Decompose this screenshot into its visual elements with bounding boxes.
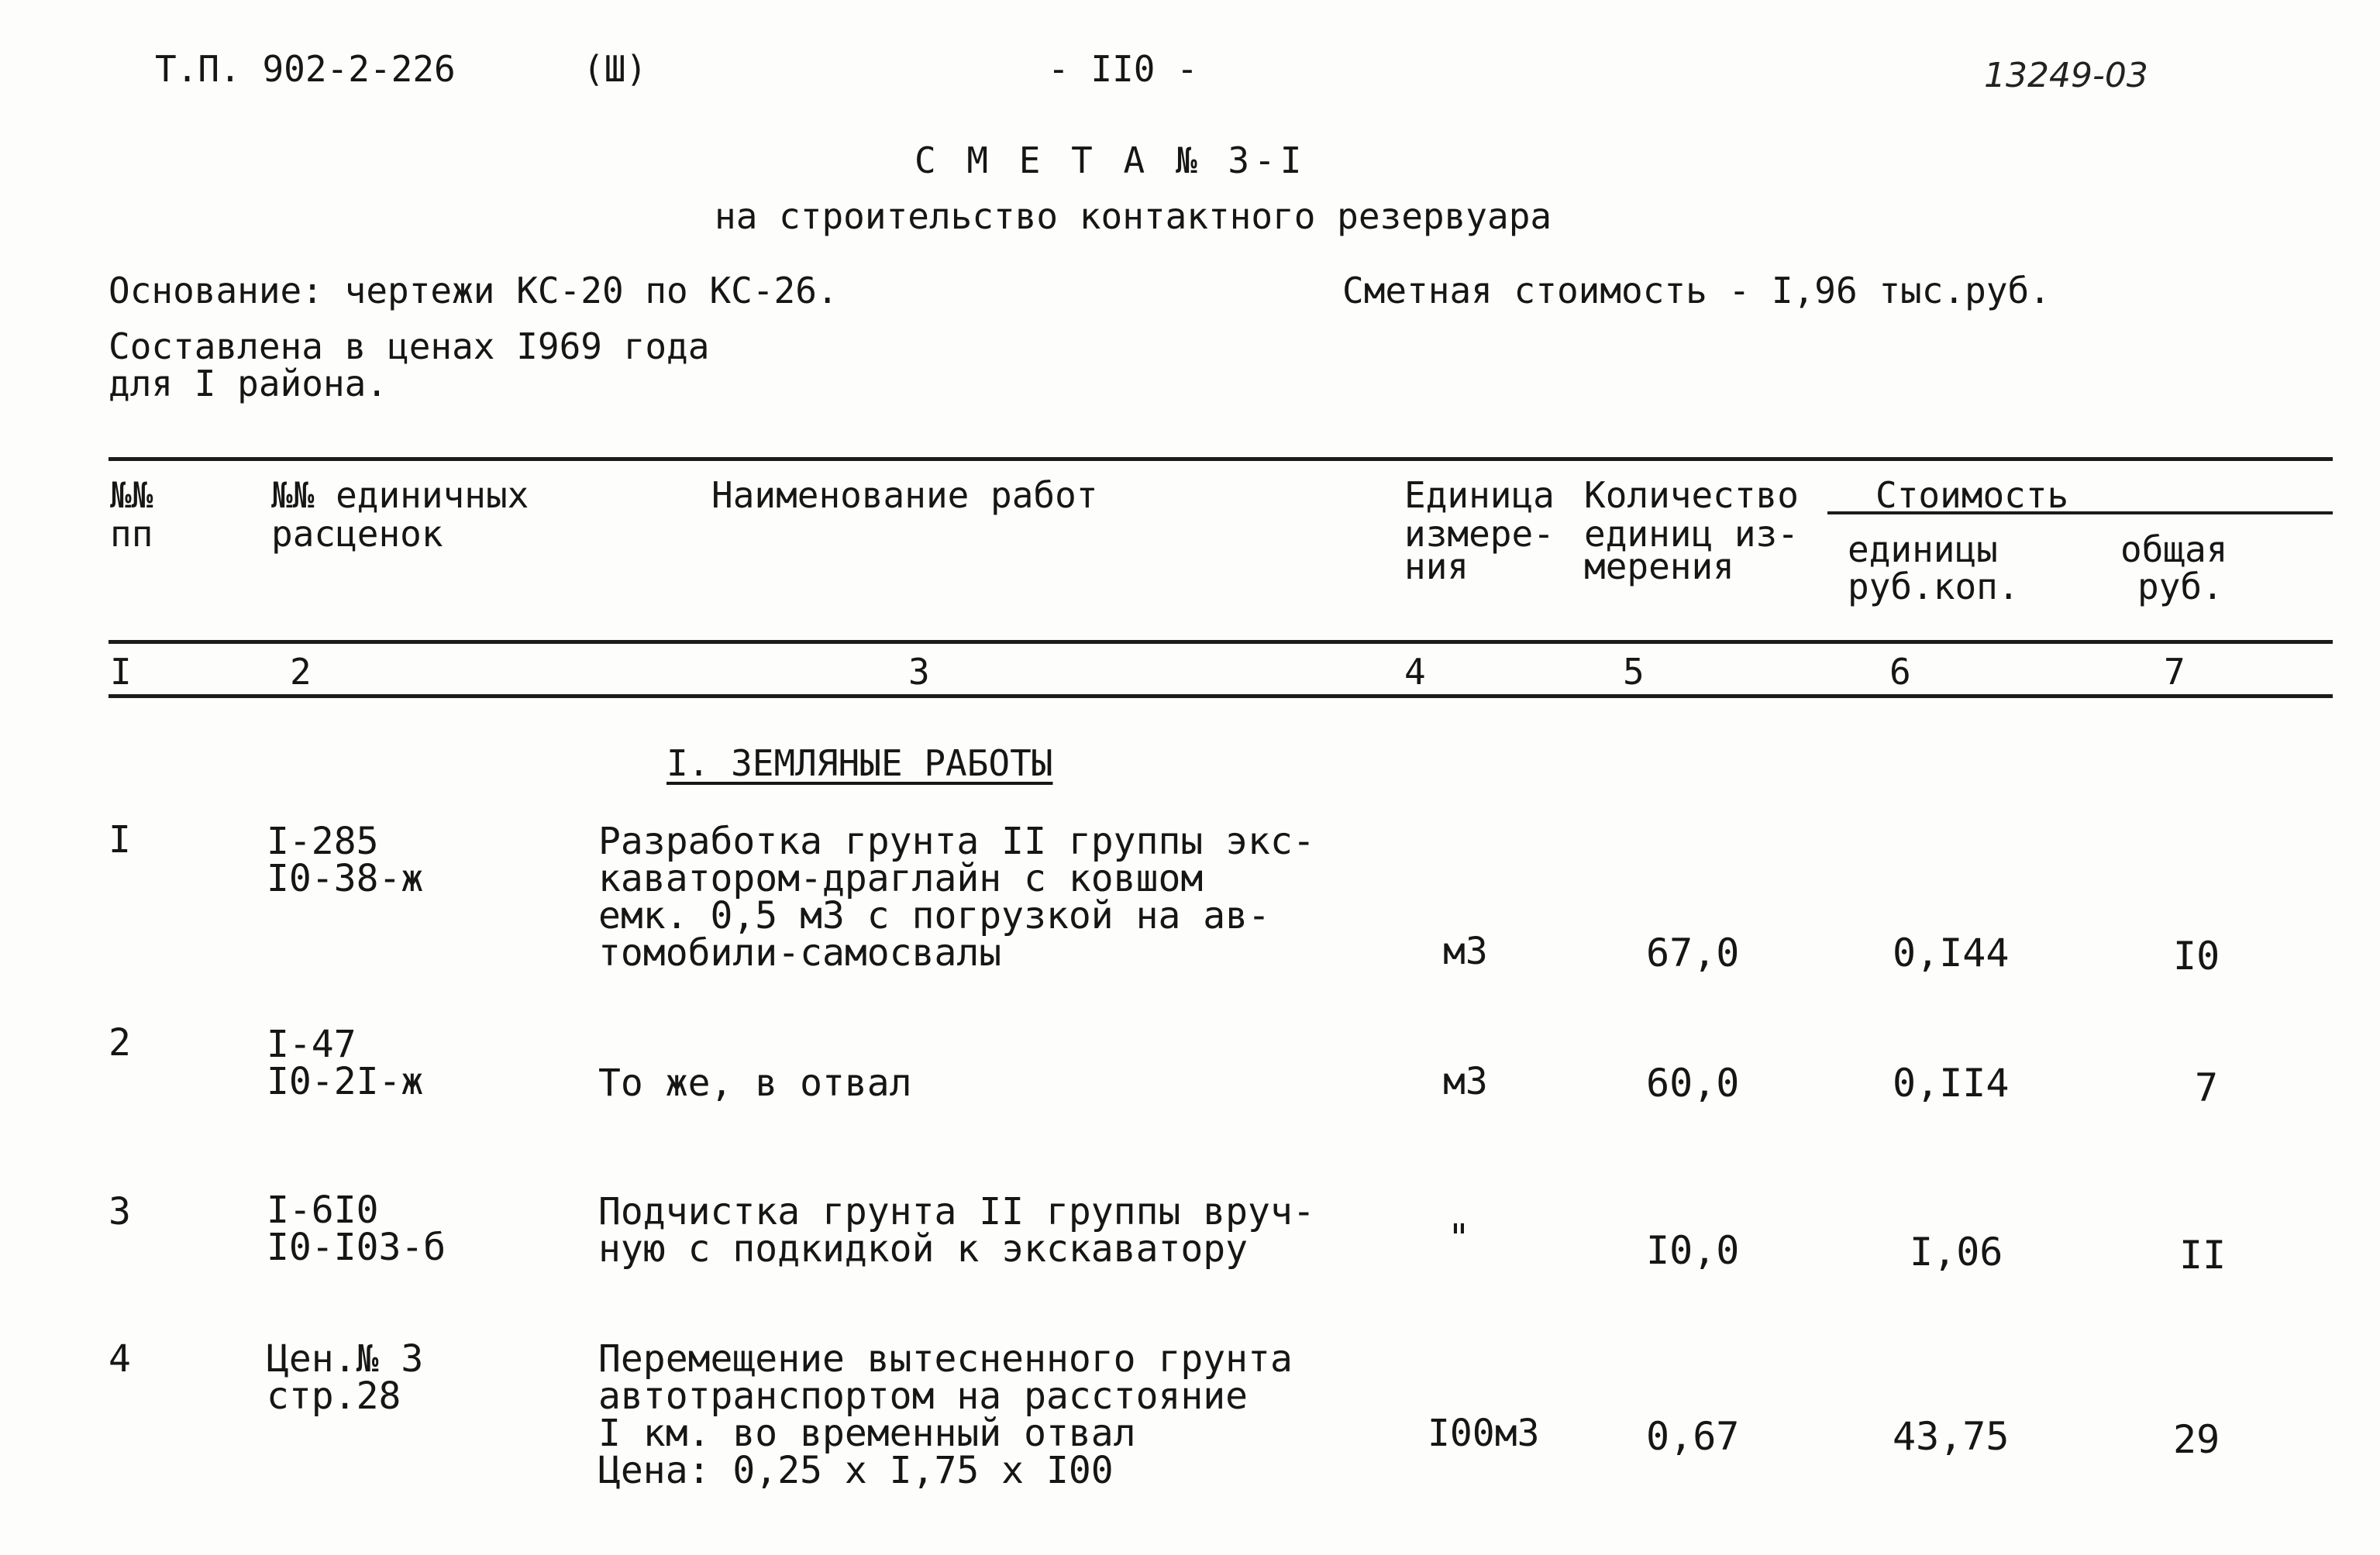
total-cost-cell: 7 [2195,1065,2219,1110]
row-number: 2 [108,1021,131,1065]
rate-code: I-285 [267,820,379,863]
column-number: I [110,651,132,693]
unit-cell: " [1448,1216,1470,1260]
header-bottom-rule [108,640,2333,644]
quantity-cell: 67,0 [1646,931,1740,975]
header-col1-line2: пп [110,513,153,555]
document-subtitle: на строительство контактного резервуара [715,195,1552,237]
header-col4-line2: измере- [1404,513,1555,555]
unit-cell: I00м3 [1428,1412,1540,1455]
unit-cost-cell: 0,II4 [1893,1061,2010,1106]
section-title: I. ЗЕМЛЯНЫЕ РАБОТЫ [666,742,1053,784]
basis-text: Основание: чертежи КС-20 по КС-26. [108,270,839,311]
header-col6-line1: единицы [1848,528,1998,570]
work-name-line: Цена: 0,25 х I,75 х I00 [598,1449,1114,1492]
project-code: Т.П. 902-2-226 [155,48,456,90]
prices-line-1: Составлена в ценах I969 года [108,325,710,367]
rate-code: стр.28 [267,1374,401,1418]
header-col5-line3: мерения [1584,545,1734,587]
work-name-line: емк. 0,5 м3 с погрузкой на ав- [598,894,1270,937]
work-name-line: ную с подкидкой к экскаватору [598,1227,1249,1271]
header-col7-line2: руб. [2137,566,2223,607]
header-col4-line3: ния [1404,545,1469,587]
header-col5-line1: Количество [1584,474,1799,516]
unit-cell: м3 [1443,1060,1488,1103]
total-cost-cell: II [2179,1233,2227,1278]
work-name-line: автотранспортом на расстояние [598,1374,1249,1418]
rate-code: I0-2I-ж [267,1060,424,1103]
page-number: - II0 - [1048,48,1198,90]
column-number: 7 [2164,651,2185,693]
unit-cost-cell: 43,75 [1893,1414,2010,1459]
rate-code: Цен.№ 3 [267,1337,424,1381]
header-col7-line1: общая [2120,528,2228,570]
work-name-line: I км. во временный отвал [598,1412,1136,1455]
total-cost-cell: I0 [2173,934,2220,979]
rate-code: I-47 [267,1023,356,1066]
table-top-rule [108,457,2333,461]
column-number: 2 [290,651,312,693]
column-number: 3 [908,651,930,693]
archive-number: 13249-03 [1984,56,2148,95]
quantity-cell: 0,67 [1646,1414,1740,1459]
work-name-line: Разработка грунта II группы экс- [598,820,1315,863]
column-numbers-rule [108,694,2333,698]
row-number: 4 [108,1337,131,1381]
column-number: 5 [1623,651,1645,693]
quantity-cell: 60,0 [1646,1061,1740,1106]
work-name-line: То же, в отвал [598,1061,912,1105]
quantity-cell: I0,0 [1646,1228,1740,1273]
header-col3: Наименование работ [711,474,1098,516]
header-cost-group: Стоимость [1875,474,2069,516]
unit-cell: м3 [1443,930,1488,973]
column-number: 4 [1404,651,1426,693]
rate-code: I0-I03-б [267,1226,446,1269]
work-name-line: Перемещение вытесненного грунта [598,1337,1293,1381]
header-col5-line2: единиц из- [1584,513,1799,555]
header-col4-line1: Единица [1404,474,1555,516]
volume-mark: (Ш) [583,48,648,90]
header-col6-line2: руб.коп. [1848,566,2020,607]
column-number: 6 [1889,651,1911,693]
prices-line-2: для I района. [108,363,388,404]
work-name-line: томобили-самосвалы [598,931,1002,975]
work-name-line: каватором-драглайн с ковшом [598,857,1204,900]
estimated-cost: Сметная стоимость - I,96 тыс.руб. [1342,270,2051,311]
row-number: 3 [108,1190,131,1233]
work-name-line: Подчистка грунта II группы вруч- [598,1190,1315,1233]
header-col1-line1: №№ [110,474,153,516]
total-cost-cell: 29 [2173,1417,2220,1462]
rate-code: I-6I0 [267,1189,379,1232]
row-number: I [108,818,131,862]
unit-cost-cell: I,06 [1910,1230,2003,1275]
unit-cost-cell: 0,I44 [1893,931,2010,975]
document-title: С М Е Т А № 3-I [914,139,1307,181]
rate-code: I0-38-ж [267,857,424,900]
header-col2-line1: №№ единичных [271,474,529,516]
header-col2-line2: расценок [271,513,443,555]
